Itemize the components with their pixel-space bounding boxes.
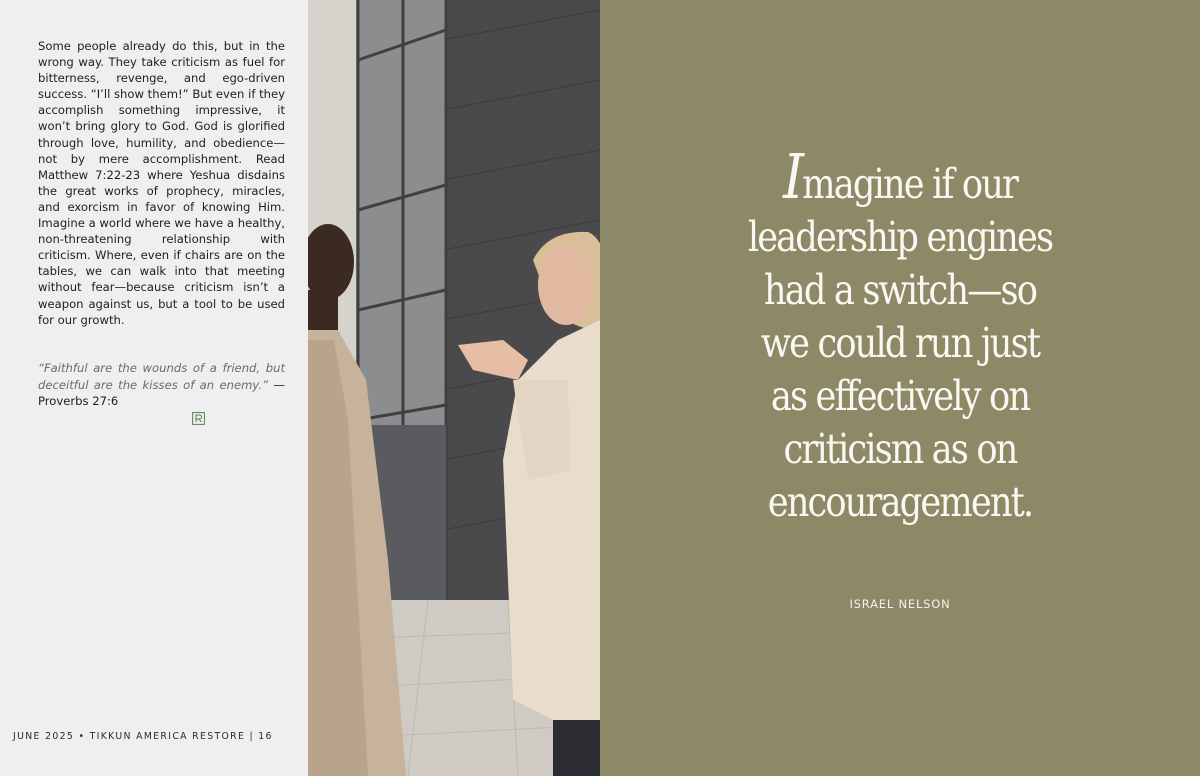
article-photo — [308, 0, 600, 776]
quote-attribution: ISRAEL NELSON — [849, 597, 951, 611]
scripture-quote-source: — Proverbs 27:6 — [38, 377, 286, 408]
pull-quote-panel — [600, 0, 1200, 776]
pull-quote-body: magine if our leadership engines had a switch—so we could run just as effectively on criticism as on encouragement. — [747, 160, 1053, 526]
photo-illustration — [308, 0, 600, 776]
pull-quote-text — [745, 140, 1055, 529]
scripture-quote — [38, 360, 285, 410]
page-footer: JUNE 2025 • TIKKUN AMERICA RESTORE | 16 — [13, 731, 273, 742]
scripture-quote-text: “Faithful are the wounds of a friend, but deceitful are the kisses of an enemy.” — [38, 361, 285, 392]
article-body-text: Some people already do this, but in the wrong way. They take criticism as fuel for bitterness, revenge, and ego-driven success. “I’ll show them!” But even if they accomplish something impressive, it won’t bring glory to God. God is glorified through love, humility, and obedience—not by mere accomplishment. Read Matthew 7:22-23 where Yeshua disdains the great works of prophecy, miracles, and exorcism in favor of knowing Him. Imagine a world where we have a healthy, non-threatening relationship with criticism. Where, even if chairs are on the tables, we can walk into that meeting without fear—because criticism isn’t a weapon against us, but a tool to be used for our growth. — [38, 39, 285, 327]
left-text-column — [0, 0, 308, 776]
restore-logo-icon — [192, 412, 205, 425]
pull-quote-drop-cap: I — [782, 140, 803, 213]
